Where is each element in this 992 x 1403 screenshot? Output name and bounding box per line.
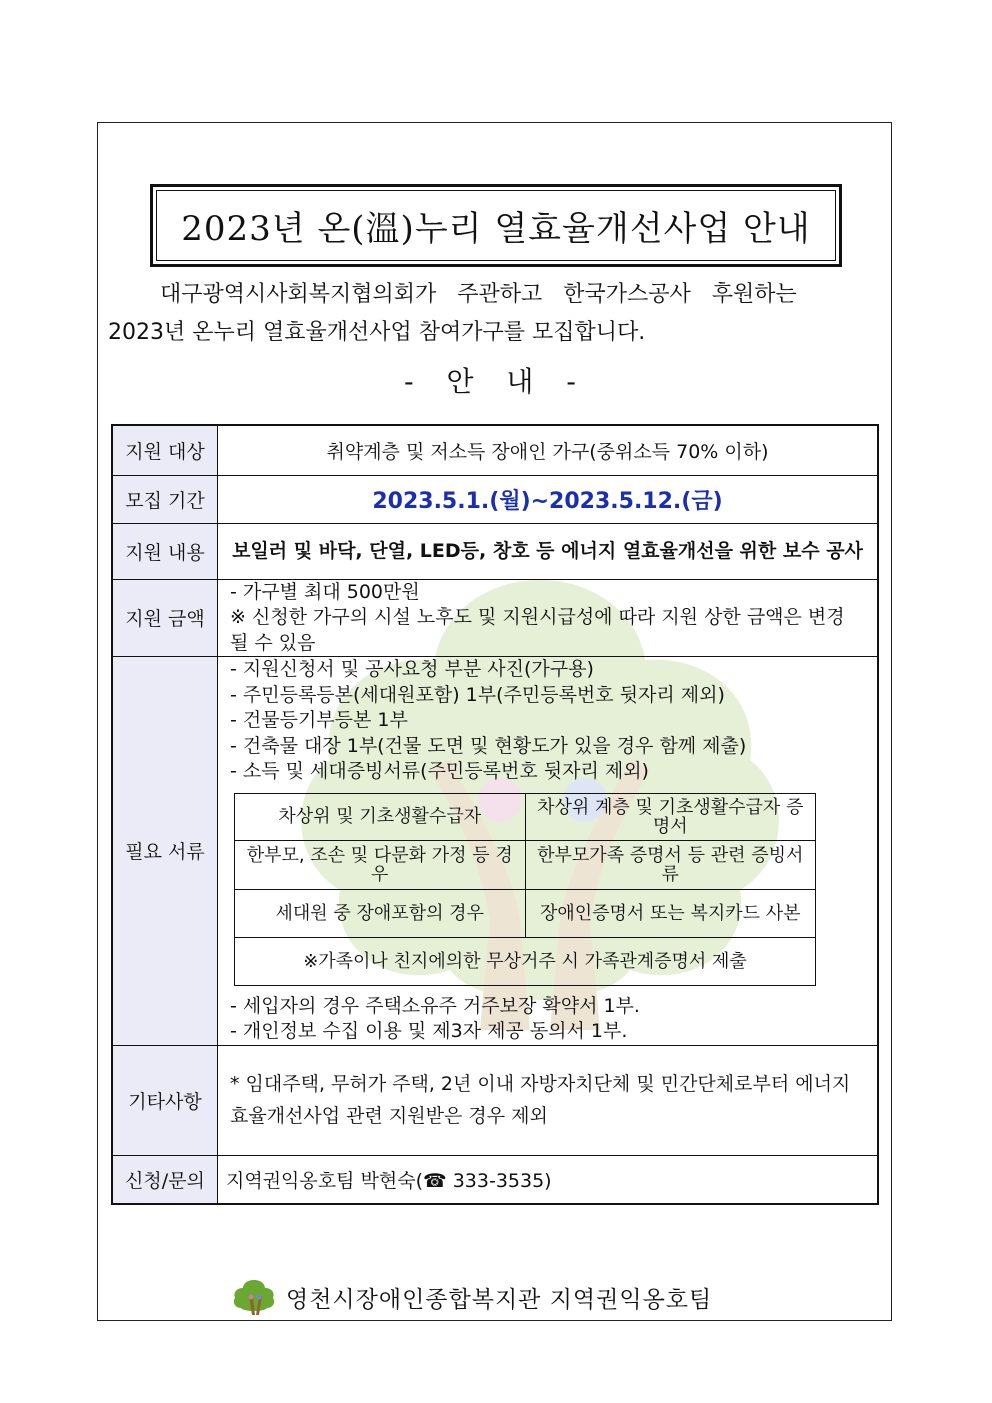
footer [232,1278,712,1316]
table-row [112,657,878,1046]
table-row [112,1045,878,1155]
proof-table [234,793,816,986]
doc-item: - 건물등기부등본 1부 [230,709,408,731]
doc-item: - 주민등록등본(세대원포함) 1부(주민등록번호 뒷자리 제외) [230,683,725,706]
proof-doc: 장애인증명서 또는 복지카드 사본 [525,889,816,937]
other-value: * 임대주택, 무허가 주택, 2년 이내 자방자치단체 및 민간단체로부터 에너지효율개선사업 관련 지원받은 경우 제외 [218,1045,879,1155]
row-label-documents: 필요 서류 [112,657,218,1046]
row-label-amount: 지원 금액 [112,579,218,657]
proof-case: 세대원 중 장애포함의 경우 [235,889,526,937]
doc-item: - 소득 및 세대증빙서류(주민등록번호 뒷자리 제외) [230,760,649,782]
table-row [112,475,878,523]
row-label-other: 기타사항 [112,1045,218,1155]
row-label-contact: 신청/문의 [112,1155,218,1204]
amount-line-2: ※ 신청한 가구의 시설 노후도 및 지원시급성에 따라 지원 상한 금액은 변경 될 수 있음 [230,606,845,654]
doc-extra: - 세입자의 경우 주택소유주 거주보장 확약서 1부. [230,994,640,1017]
contact-value [218,1155,879,1204]
proof-doc: 차상위 계층 및 기초생활수급자 증명서 [525,793,816,840]
intro-line-2: 2023년 온누리 열효율개선사업 참여가구를 모집합니다. [108,320,646,345]
amount-line-1: - 가구별 최대 500만원 [230,580,420,603]
proof-case: 한부모, 조손 및 다문화 가정 등 경우 [235,840,526,889]
table-row [112,579,878,657]
table-row [112,425,878,475]
proof-case: 차상위 및 기초생활수급자 [235,793,526,840]
proof-row [235,840,816,889]
page-title: 2023년 온(溫)누리 열효율개선사업 안내 [156,190,836,261]
table-row [112,523,878,579]
contact-prefix: 지역권익옹호팀 박현숙( [226,1169,423,1192]
table-row [112,1155,878,1204]
documents-value [218,657,879,1046]
period-value: 2023.5.1.(월)~2023.5.12.(금) [218,475,879,523]
doc-item: - 건축물 대장 1부(건물 도면 및 현황도가 있을 경우 함께 제출) [230,734,747,757]
content-value: 보일러 및 바닥, 단열, LED등, 창호 등 에너지 열효율개선을 위한 보수 공사 [218,523,879,579]
doc-extra: - 개인정보 수집 이용 및 제3자 제공 동의서 1부. [230,1020,628,1042]
row-label-period: 모집 기간 [112,475,218,523]
footer-org: 영천시장애인종합복지관 지역권익옹호팀 [286,1286,713,1313]
row-label-content: 지원 내용 [112,523,218,579]
proof-note: ※가족이나 친지에의한 무상거주 시 가족관계증명서 제출 [235,937,816,985]
tree-logo-icon [232,1278,276,1316]
target-value: 취약계층 및 저소득 장애인 가구(중위소득 70% 이하) [218,425,879,475]
proof-row [235,889,816,937]
proof-row [235,793,816,840]
intro-line-1: 대구광역시사회복지협의회가 주관하고 한국가스공사 후원하는 [160,282,797,307]
phone-icon: ☎ [423,1169,447,1192]
contact-phone: 333-3535) [446,1169,552,1192]
proof-row [235,937,816,985]
proof-doc: 한부모가족 증명서 등 관련 증빙서류 [525,840,816,889]
info-table [111,424,879,1205]
title-box [150,184,842,267]
doc-item: - 지원신청서 및 공사요청 부분 사진(가구용) [230,658,594,680]
row-label-target: 지원 대상 [112,425,218,475]
subheading: - 안 내 - [404,365,588,398]
amount-value [218,579,879,657]
